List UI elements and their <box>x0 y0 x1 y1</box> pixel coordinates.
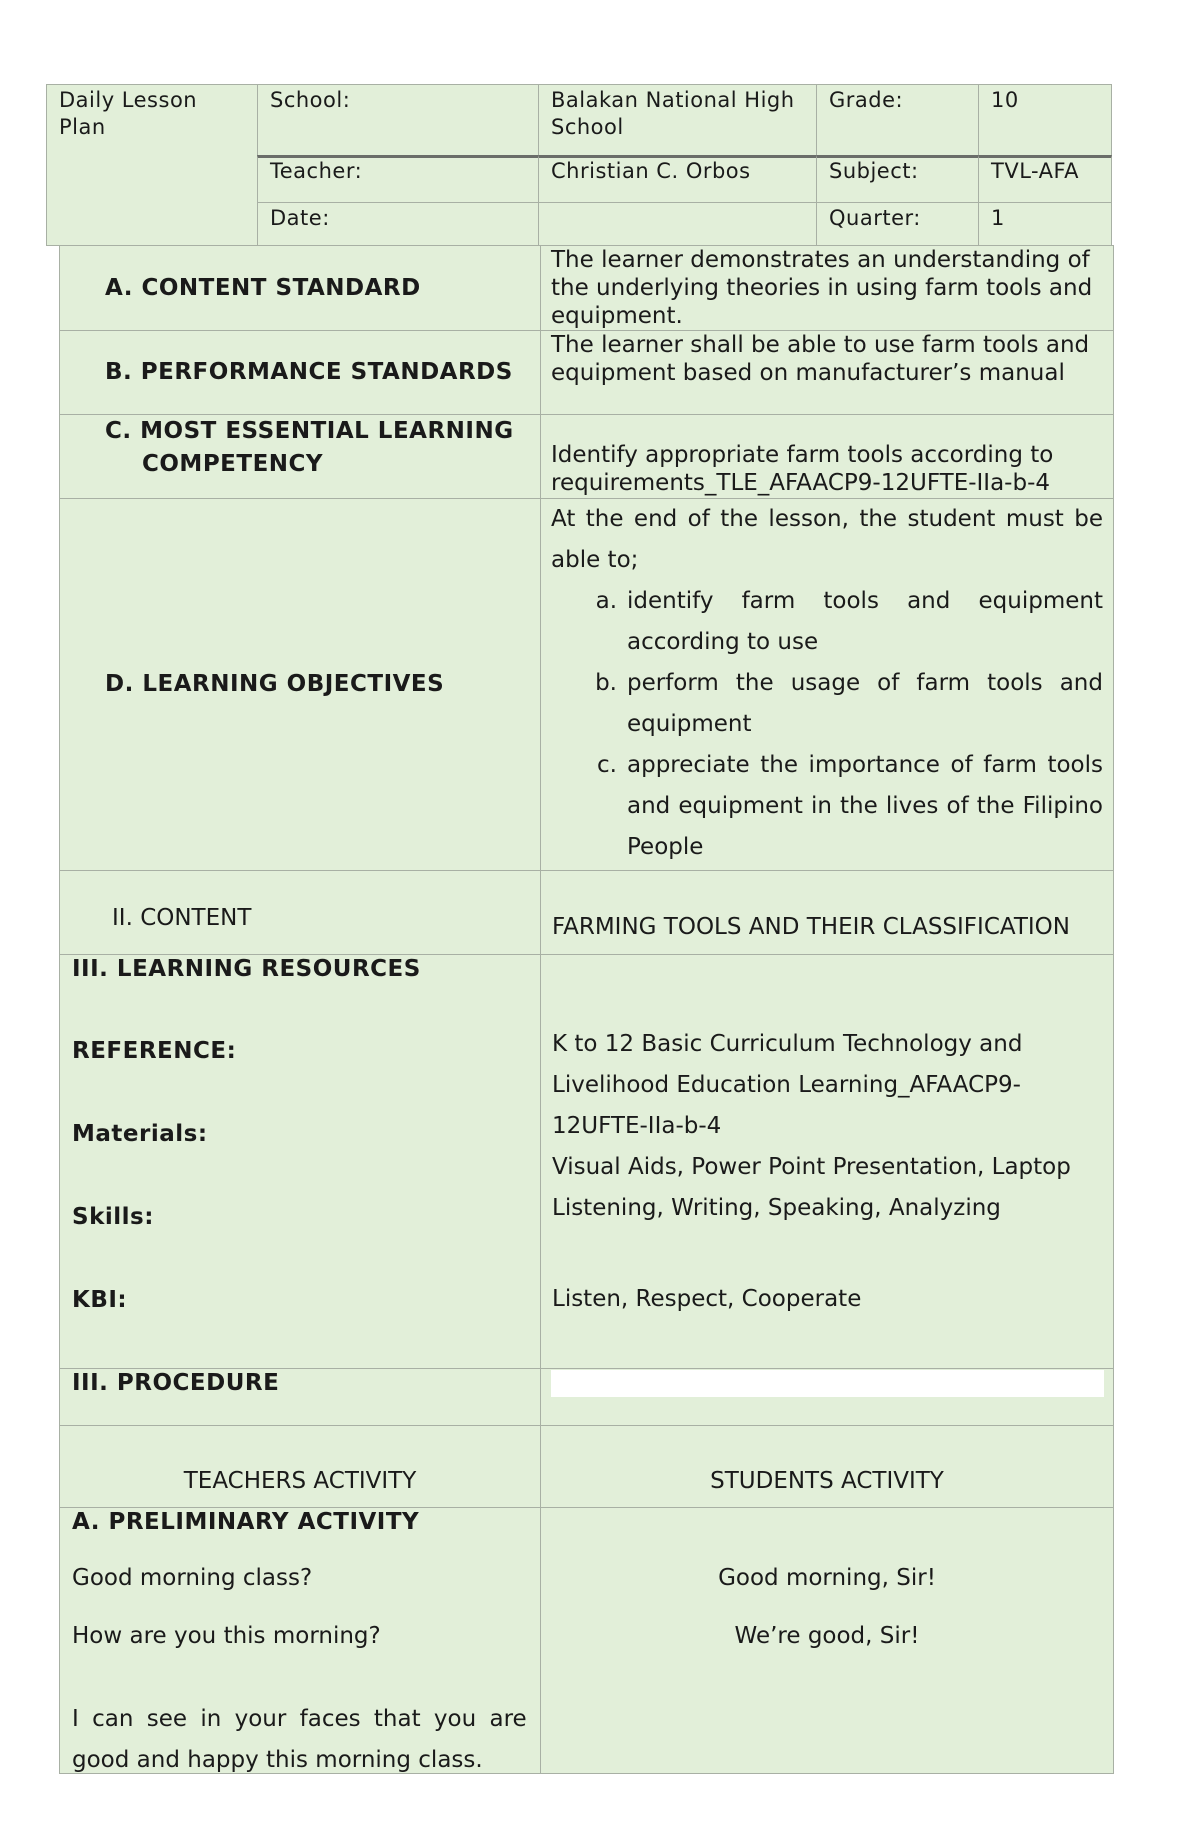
blank-field <box>551 1370 1104 1397</box>
school-value: Balakan National High School <box>551 88 795 139</box>
melc-text: Identify appropriate farm tools according to requirements_TLE_AFAACP9-12UFTE-IIa-b-4 <box>551 442 1054 496</box>
kbi-value: Listen, Respect, Cooperate <box>552 1286 862 1312</box>
school-label-cell <box>257 84 539 158</box>
objectives-list <box>551 581 1103 868</box>
reference-label: REFERENCE: <box>72 1038 237 1064</box>
subject-label: Subject: <box>829 159 919 183</box>
date-value-cell <box>538 202 817 246</box>
objective-marker: a. <box>595 588 617 614</box>
reference-line: Livelihood Education Learning_AFAACP9- <box>552 1072 1021 1098</box>
teacher-line: I can see in your faces that you are <box>72 1706 527 1732</box>
procedure-label-cell <box>59 1368 541 1426</box>
grade-value-cell <box>978 84 1112 158</box>
quarter-value-cell <box>978 202 1112 246</box>
objective-marker: c. <box>597 752 617 778</box>
content-label: II. CONTENT <box>112 905 252 931</box>
grade-label-cell <box>816 84 979 158</box>
objectives-label: D. LEARNING OBJECTIVES <box>105 671 445 697</box>
school-value-cell <box>538 84 817 158</box>
quarter-value: 1 <box>991 206 1005 230</box>
objectives-intro: At the end of the lesson, the student must be able to; <box>551 506 1103 573</box>
performance-standards-text-cell <box>540 330 1114 415</box>
skills-label: Skills: <box>72 1204 154 1230</box>
lesson-plan-title: Daily Lesson Plan <box>59 88 198 139</box>
objective-text: identify farm tools and equipment according to use <box>627 588 1103 655</box>
school-label: School: <box>270 88 351 112</box>
objective-text: perform the usage of farm tools and equipment <box>627 670 1103 737</box>
objectives-label-cell <box>59 498 541 871</box>
quarter-label-cell <box>816 202 979 246</box>
objective-marker: b. <box>595 670 617 696</box>
objective-item <box>551 581 1103 663</box>
reference-line: 12UFTE-IIa-b-4 <box>552 1113 722 1139</box>
performance-standards-text: The learner shall be able to use farm tools and equipment based on manufacturer’s manual <box>551 332 1090 386</box>
date-label-cell <box>257 202 539 246</box>
grade-value: 10 <box>991 88 1019 112</box>
melc-label-line1: C. MOST ESSENTIAL LEARNING <box>105 418 514 444</box>
procedure-right-cell <box>540 1368 1114 1426</box>
objective-item <box>551 663 1103 745</box>
resources-label: III. LEARNING RESOURCES <box>72 956 421 982</box>
melc-text-cell <box>540 414 1114 499</box>
quarter-label: Quarter: <box>829 206 921 230</box>
performance-standards-label-cell <box>59 330 541 415</box>
content-standard-text-cell <box>540 245 1114 331</box>
reference-line: K to 12 Basic Curriculum Technology and <box>552 1031 1023 1057</box>
objective-text: appreciate the importance of farm tools and equipment in the lives of the Filipino People <box>627 752 1103 860</box>
subject-label-cell <box>816 155 979 203</box>
teacher-activity-cell <box>59 1507 541 1774</box>
subject-value: TVL-AFA <box>991 159 1080 183</box>
teacher-value: Christian C. Orbos <box>551 159 751 183</box>
materials-value: Visual Aids, Power Point Presentation, Laptop <box>552 1154 1071 1180</box>
students-activity-header: STUDENTS ACTIVITY <box>710 1468 944 1494</box>
teacher-line: good and happy this morning class. <box>72 1747 483 1773</box>
teachers-activity-header: TEACHERS ACTIVITY <box>183 1468 417 1494</box>
objectives-text-cell <box>540 498 1114 871</box>
performance-standards-label: B. PERFORMANCE STANDARDS <box>105 359 513 385</box>
content-text: FARMING TOOLS AND THEIR CLASSIFICATION <box>552 914 1070 940</box>
content-standard-text: The learner demonstrates an understanding of the underlying theories in using farm tools and equipment. <box>551 247 1093 329</box>
teacher-line: How are you this morning? <box>72 1623 381 1649</box>
grade-label: Grade: <box>829 88 904 112</box>
content-standard-label-cell <box>59 245 541 331</box>
teacher-label-cell <box>257 155 539 203</box>
content-label-cell <box>59 870 541 955</box>
objective-item <box>551 745 1103 868</box>
resources-label-cell <box>59 954 541 1369</box>
content-text-cell <box>540 870 1114 955</box>
kbi-label: KBI: <box>72 1287 128 1313</box>
resources-values-cell <box>540 954 1114 1369</box>
procedure-label: III. PROCEDURE <box>72 1370 280 1396</box>
preliminary-label: A. PRELIMINARY ACTIVITY <box>72 1509 420 1535</box>
student-activity-cell <box>540 1507 1114 1774</box>
skills-value: Listening, Writing, Speaking, Analyzing <box>552 1195 1001 1221</box>
subject-value-cell <box>978 155 1112 203</box>
header-title-cell <box>46 84 258 246</box>
student-line: Good morning, Sir! <box>718 1565 936 1591</box>
teacher-line: Good morning class? <box>72 1565 313 1591</box>
students-activity-header-cell <box>540 1425 1114 1508</box>
teacher-label: Teacher: <box>270 159 363 183</box>
melc-label-cell <box>59 414 541 499</box>
student-line: We’re good, Sir! <box>734 1623 920 1649</box>
teacher-value-cell <box>538 155 817 203</box>
teachers-activity-header-cell <box>59 1425 541 1508</box>
materials-label: Materials: <box>72 1121 208 1147</box>
content-standard-label: A. CONTENT STANDARD <box>105 274 421 301</box>
melc-label-line2: COMPETENCY <box>142 451 324 477</box>
date-label: Date: <box>270 206 330 230</box>
